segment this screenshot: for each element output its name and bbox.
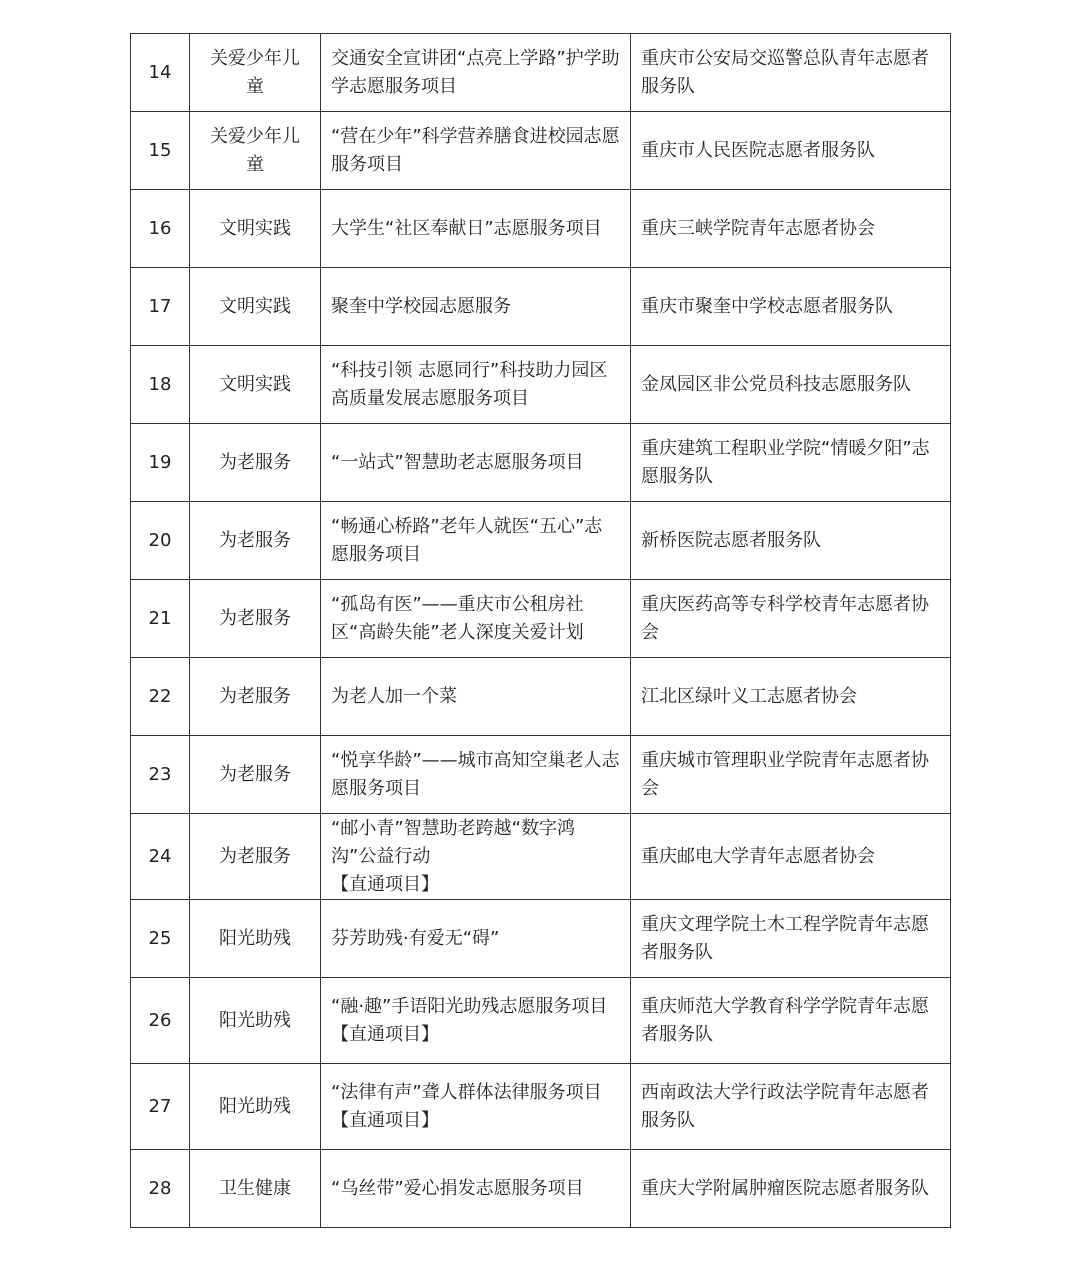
project-name-text: “孤岛有医”——重庆市公租房社区“高龄失能”老人深度关爱计划 bbox=[331, 593, 584, 643]
table-row bbox=[131, 424, 951, 502]
row-project-name bbox=[321, 346, 631, 424]
row-organization: 重庆城市管理职业学院青年志愿者协会 bbox=[631, 736, 951, 814]
table-row bbox=[131, 814, 951, 900]
row-category: 阳光助残 bbox=[190, 1064, 321, 1150]
project-table bbox=[130, 33, 951, 1228]
table-row bbox=[131, 900, 951, 978]
row-number: 26 bbox=[131, 978, 190, 1064]
project-tag: 【直通项目】 bbox=[331, 1109, 439, 1131]
row-number: 16 bbox=[131, 190, 190, 268]
project-tag: 【直通项目】 bbox=[331, 873, 439, 895]
row-category: 为老服务 bbox=[190, 502, 321, 580]
row-project-name bbox=[321, 190, 631, 268]
table-row bbox=[131, 34, 951, 112]
table-row bbox=[131, 580, 951, 658]
row-organization: 重庆建筑工程职业学院“情暖夕阳”志愿服务队 bbox=[631, 424, 951, 502]
row-category: 为老服务 bbox=[190, 658, 321, 736]
project-name-text: “畅通心桥路”老年人就医“五心”志愿服务项目 bbox=[331, 515, 603, 565]
project-name-text: 聚奎中学校园志愿服务 bbox=[331, 295, 511, 317]
project-name-text: “乌丝带”爱心捐发志愿服务项目 bbox=[331, 1177, 584, 1199]
row-number: 17 bbox=[131, 268, 190, 346]
row-project-name bbox=[321, 814, 631, 900]
row-number: 22 bbox=[131, 658, 190, 736]
row-category: 为老服务 bbox=[190, 424, 321, 502]
row-project-name bbox=[321, 424, 631, 502]
table-body bbox=[131, 34, 951, 1228]
table-row bbox=[131, 268, 951, 346]
row-number: 20 bbox=[131, 502, 190, 580]
row-number: 23 bbox=[131, 736, 190, 814]
project-name-text: “一站式”智慧助老志愿服务项目 bbox=[331, 451, 584, 473]
row-project-name bbox=[321, 658, 631, 736]
row-organization: 重庆市人民医院志愿者服务队 bbox=[631, 112, 951, 190]
table-row bbox=[131, 1150, 951, 1228]
row-number: 15 bbox=[131, 112, 190, 190]
row-category: 文明实践 bbox=[190, 346, 321, 424]
row-number: 18 bbox=[131, 346, 190, 424]
project-name-text: “法律有声”聋人群体法律服务项目 bbox=[331, 1081, 602, 1103]
row-number: 19 bbox=[131, 424, 190, 502]
project-name-text: 为老人加一个菜 bbox=[331, 685, 457, 707]
row-organization: 重庆三峡学院青年志愿者协会 bbox=[631, 190, 951, 268]
row-category: 为老服务 bbox=[190, 736, 321, 814]
row-category: 阳光助残 bbox=[190, 978, 321, 1064]
row-project-name bbox=[321, 978, 631, 1064]
row-project-name bbox=[321, 112, 631, 190]
row-project-name bbox=[321, 34, 631, 112]
row-organization: 金凤园区非公党员科技志愿服务队 bbox=[631, 346, 951, 424]
row-category: 为老服务 bbox=[190, 814, 321, 900]
row-organization: 重庆文理学院土木工程学院青年志愿者服务队 bbox=[631, 900, 951, 978]
row-category: 卫生健康 bbox=[190, 1150, 321, 1228]
row-organization: 重庆师范大学教育科学学院青年志愿者服务队 bbox=[631, 978, 951, 1064]
project-tag: 【直通项目】 bbox=[331, 1023, 439, 1045]
table-row bbox=[131, 658, 951, 736]
project-name-text: “科技引领 志愿同行”科技助力园区高质量发展志愿服务项目 bbox=[331, 359, 608, 409]
row-organization: 江北区绿叶义工志愿者协会 bbox=[631, 658, 951, 736]
row-organization: 重庆邮电大学青年志愿者协会 bbox=[631, 814, 951, 900]
table-row bbox=[131, 1064, 951, 1150]
row-category: 关爱少年儿童 bbox=[190, 34, 321, 112]
row-project-name bbox=[321, 1064, 631, 1150]
row-organization: 重庆医药高等专科学校青年志愿者协会 bbox=[631, 580, 951, 658]
row-project-name bbox=[321, 502, 631, 580]
row-number: 27 bbox=[131, 1064, 190, 1150]
row-organization: 西南政法大学行政法学院青年志愿者服务队 bbox=[631, 1064, 951, 1150]
row-project-name bbox=[321, 1150, 631, 1228]
project-name-text: 交通安全宣讲团“点亮上学路”护学助学志愿服务项目 bbox=[331, 47, 620, 97]
row-organization: 新桥医院志愿者服务队 bbox=[631, 502, 951, 580]
table-row bbox=[131, 346, 951, 424]
project-name-text: “融·趣”手语阳光助残志愿服务项目 bbox=[331, 995, 608, 1017]
project-name-text: “悦享华龄”——城市高知空巢老人志愿服务项目 bbox=[331, 749, 620, 799]
row-category: 为老服务 bbox=[190, 580, 321, 658]
table-row bbox=[131, 502, 951, 580]
row-project-name bbox=[321, 736, 631, 814]
project-name-text: 芬芳助残·有爱无“碍” bbox=[331, 927, 500, 949]
table-row bbox=[131, 112, 951, 190]
project-name-text: “邮小青”智慧助老跨越“数字鸿沟”公益行动 bbox=[331, 817, 575, 867]
table-row bbox=[131, 736, 951, 814]
row-organization: 重庆大学附属肿瘤医院志愿者服务队 bbox=[631, 1150, 951, 1228]
row-number: 28 bbox=[131, 1150, 190, 1228]
project-name-text: “营在少年”科学营养膳食进校园志愿服务项目 bbox=[331, 125, 620, 175]
table-row bbox=[131, 978, 951, 1064]
row-category: 文明实践 bbox=[190, 268, 321, 346]
row-project-name bbox=[321, 900, 631, 978]
row-category: 关爱少年儿童 bbox=[190, 112, 321, 190]
table-row bbox=[131, 190, 951, 268]
row-category: 阳光助残 bbox=[190, 900, 321, 978]
row-number: 25 bbox=[131, 900, 190, 978]
row-category: 文明实践 bbox=[190, 190, 321, 268]
row-number: 24 bbox=[131, 814, 190, 900]
row-project-name bbox=[321, 580, 631, 658]
row-project-name bbox=[321, 268, 631, 346]
row-organization: 重庆市聚奎中学校志愿者服务队 bbox=[631, 268, 951, 346]
project-name-text: 大学生“社区奉献日”志愿服务项目 bbox=[331, 217, 602, 239]
row-number: 21 bbox=[131, 580, 190, 658]
row-number: 14 bbox=[131, 34, 190, 112]
row-organization: 重庆市公安局交巡警总队青年志愿者服务队 bbox=[631, 34, 951, 112]
